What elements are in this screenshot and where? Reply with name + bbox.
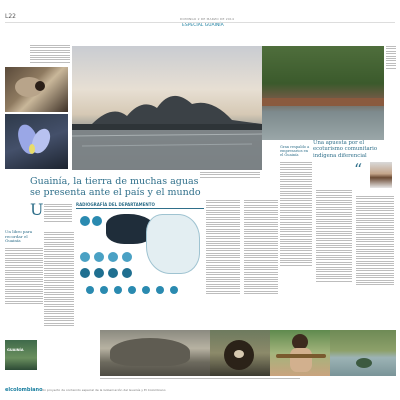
main-headline-line2: se presenta ante el país y el mundo (30, 187, 201, 198)
date-line: DOMINGO 2 DE MARZO DE 2014 (180, 17, 235, 21)
quote-mark: “ (354, 160, 363, 179)
footer-brand: elcolombiano (5, 387, 43, 393)
footer-caption: Un proyecto de contenido especial de la Gobernación del Guainía y El Colombiano (42, 388, 166, 392)
otter-photo (210, 330, 270, 376)
hero-landscape-photo (72, 46, 262, 170)
guainia-book-photo (5, 340, 37, 370)
infographic-title: RADIOGRAFÍA DEL DEPARTAMENTO (76, 202, 155, 207)
page-number: L22 (5, 13, 16, 20)
book-label: GUAINÍA (7, 348, 24, 352)
infographic (76, 202, 204, 302)
feature-headline: Una apuesta por el ecoturismo comunitario indígena diferencial (313, 140, 378, 159)
river-bank-photo (330, 330, 396, 376)
drop-cap: U (30, 200, 44, 219)
child-snake-photo (270, 330, 330, 376)
river-photo (262, 46, 384, 140)
flower-photo (5, 114, 68, 169)
main-headline-line1: Guainía, la tierra de muchas aguas (30, 176, 199, 187)
monkey-photo (5, 67, 68, 112)
rock-river-photo (100, 330, 210, 376)
small-headline: Gran respaldo a empresarios en el Guainía (280, 145, 310, 158)
department-map (146, 214, 200, 274)
sidebar-title: Un libro para recordar el Guainía (5, 229, 33, 244)
portrait-photo (370, 162, 392, 188)
section-title: ESPECIAL GUAINÍA (182, 23, 224, 28)
